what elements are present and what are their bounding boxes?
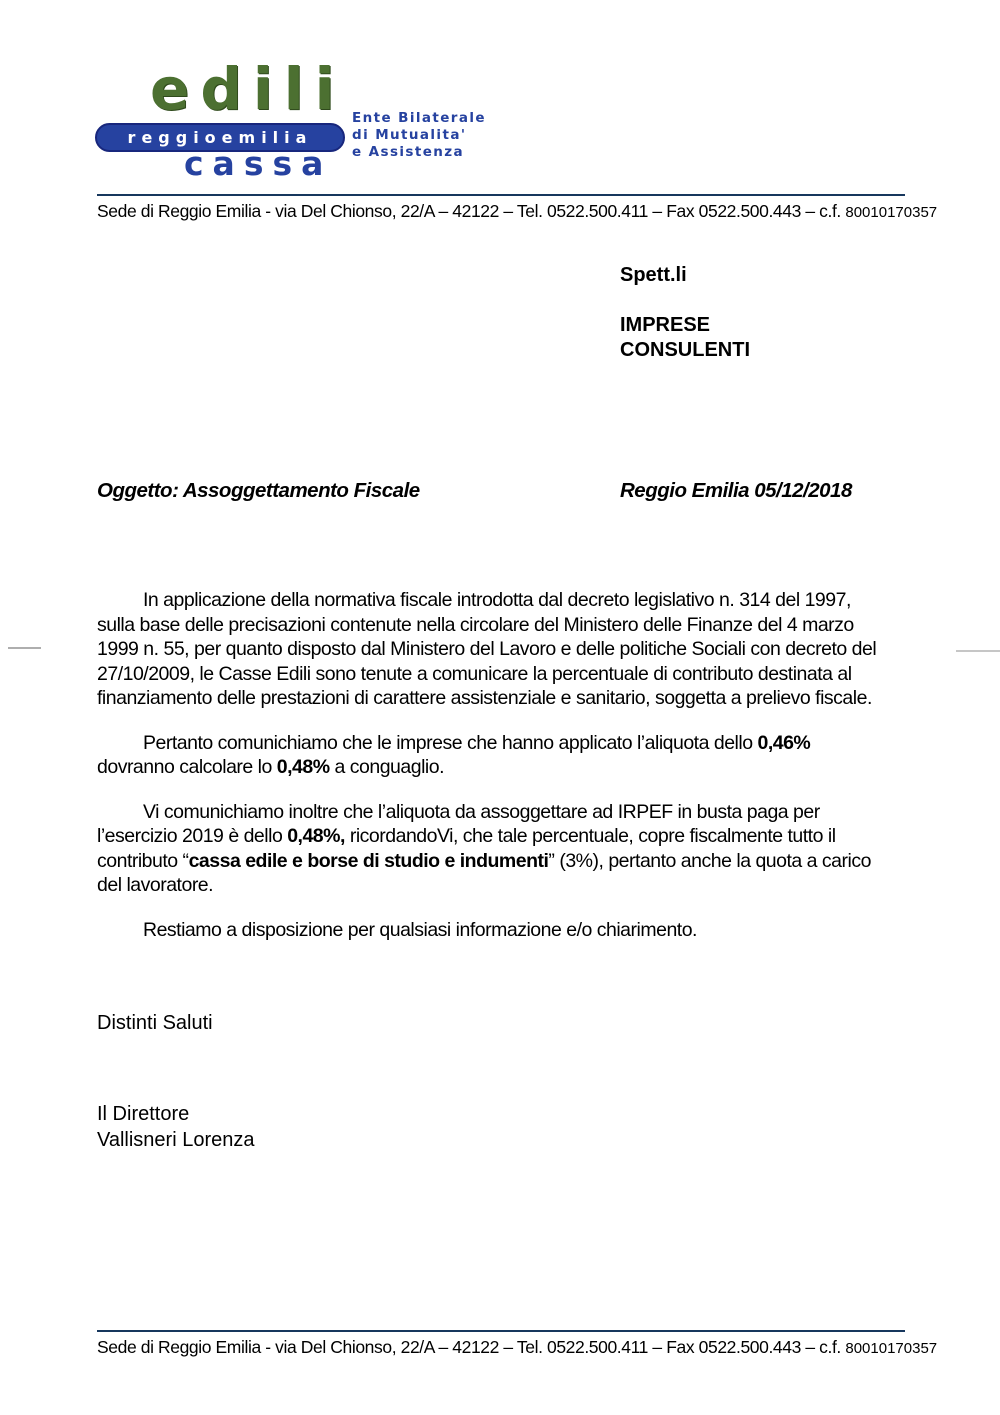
header-address [97, 201, 938, 222]
logo-reggioemilia-text: reggioemilia [127, 128, 313, 147]
footer-address-text: Sede di Reggio Emilia - via Del Chionso, 22/A – 42122 – Tel. 0522.500.411 – Fax 0522.500.443 – c.f. [97, 1337, 846, 1357]
logo-cassa-wordmark: cassa [184, 144, 333, 183]
header-divider [97, 194, 905, 196]
logo-edili-wordmark: edili [150, 55, 346, 123]
logo-tagline-line: di Mutualita' [352, 127, 467, 143]
fold-mark-right [956, 650, 1000, 652]
fold-mark-left [8, 647, 41, 649]
signature-block [97, 1101, 255, 1153]
logo-tagline [352, 110, 486, 161]
signature-title: Il Direttore [97, 1103, 190, 1125]
place-date: Reggio Emilia 05/12/2018 [620, 479, 852, 502]
body-paragraph: In applicazione della normativa fiscale introdotta dal decreto legislativo n. 314 del 1997, sulla base delle precisazioni contenute nella circolare del Ministero delle Finanze del 4 marzo 1999 n. 55, per quanto disposto dal Ministero del Lavoro e delle politiche Sociali con decreto del 27/10/2009, le Casse Edili sono tenute a comunicare la percentuale di contributo destinata al finanziamento delle prestazioni di carattere assistenziale e sanitario, soggetta a prelievo fiscale. [97, 589, 877, 709]
body-paragraph: Restiamo a disposizione per qualsiasi informazione e/o chiarimento. [143, 918, 697, 941]
recipient-line: IMPRESE [620, 314, 711, 336]
subject-line: Oggetto: Assoggettamento Fiscale [97, 479, 420, 502]
recipient-block [620, 264, 750, 363]
letter-body [97, 588, 883, 962]
recipient-line: CONSULENTI [620, 339, 750, 361]
signature-name: Vallisneri Lorenza [97, 1129, 255, 1151]
header-address-text: Sede di Reggio Emilia - via Del Chionso, 22/A – 42122 – Tel. 0522.500.411 – Fax 0522.500.443 – c.f. [97, 201, 846, 221]
footer-fiscal-code: 80010170357 [845, 1340, 938, 1357]
footer-divider [97, 1330, 905, 1332]
header-fiscal-code: 80010170357 [845, 204, 938, 221]
closing-salutation: Distinti Saluti [97, 1012, 213, 1034]
footer-address [97, 1337, 938, 1358]
body-paragraph: Vi comunichiamo inoltre che l’aliquota da assoggettare ad IRPEF in busta paga per l’esercizio 2019 è dello 0,48%, ricordandoVi, che tale percentuale, copre fiscalmente tutto il contributo “cassa edile e borse di studio e indumenti” (3%), pertanto anche la quota a carico del lavoratore. [97, 800, 871, 896]
recipient-salutation: Spett.li [620, 264, 687, 286]
logo-tagline-line: Ente Bilaterale [352, 110, 486, 126]
logo-tagline-line: e Assistenza [352, 144, 465, 160]
body-paragraph: Pertanto comunichiamo che le imprese che hanno applicato l’aliquota dello 0,46% dovranno calcolare lo 0,48% a conguaglio. [97, 731, 811, 778]
